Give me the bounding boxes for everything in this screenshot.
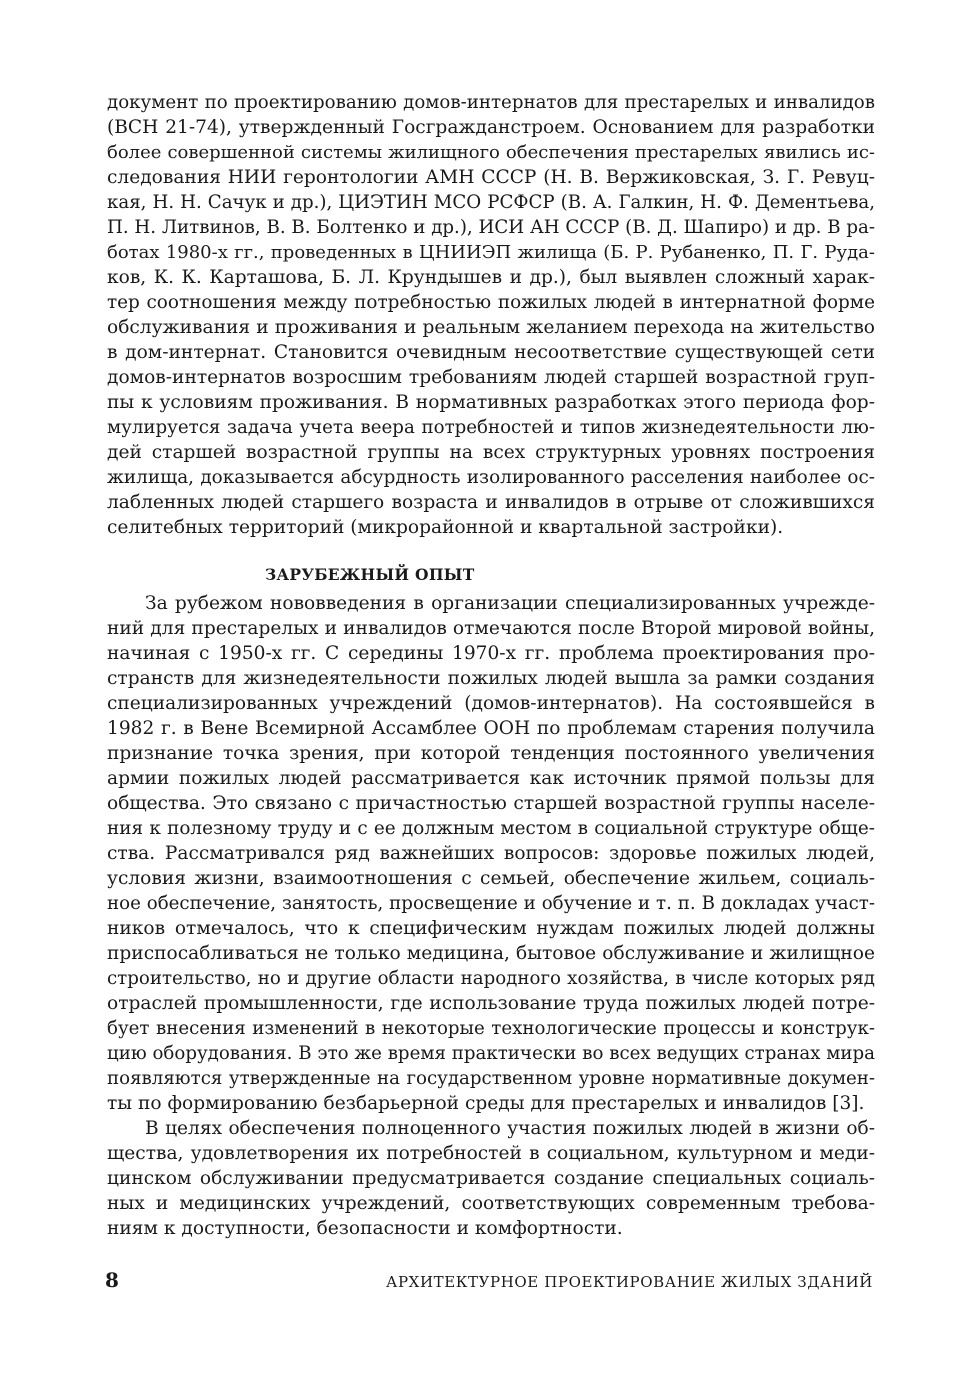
text-line: ных и медицинских учреждений, соответствующих современным требова- xyxy=(107,1193,875,1214)
text-line: ниям к доступности, безопасности и комфортности. xyxy=(107,1218,623,1239)
text-line: тер соотношения между потребностью пожилых людей в интернатной форме xyxy=(107,292,875,313)
text-line: общества. Это связано с причастностью старшей возрастной группы населе- xyxy=(107,793,875,814)
text-line: селитебных территорий (микрорайонной и квартальной застройки). xyxy=(107,517,784,538)
text-line: странств для жизнедеятельности пожилых людей вышла за рамки создания xyxy=(107,668,875,689)
text-line: документ по проектированию домов-интернатов для престарелых и инвалидов xyxy=(107,92,875,113)
text-line: жилища, доказывается абсурдность изолированного расселения наиболее ос- xyxy=(107,467,875,488)
text-line: приспосабливаться не только медицина, бытовое обслуживание и жилищное xyxy=(107,943,875,964)
text-line: домов-интернатов возросшим требованиям людей старшей возрастной груп- xyxy=(107,367,875,388)
text-line: ства. Рассматривался ряд важнейших вопросов: здоровье пожилых людей, xyxy=(107,843,875,864)
paragraph-conclusion xyxy=(107,1116,875,1241)
paragraph-foreign-experience xyxy=(107,591,875,1116)
text-line: кая, Н. Н. Сачук и др.), ЦИЭТИН МСО РСФСР (В. А. Галкин, Н. Ф. Дементьева, xyxy=(107,192,875,213)
text-line: бует внесения изменений в некоторые технологические процессы и конструк- xyxy=(107,1018,875,1039)
text-line: ты по формированию безбарьерной среды для престарелых и инвалидов [3]. xyxy=(107,1093,865,1114)
text-line: следования НИИ геронтологии АМН СССР (Н. В. Вержиковская, З. Г. Ревуц- xyxy=(107,167,875,188)
text-line: В целях обеспечения полноценного участия пожилых людей в жизни об- xyxy=(145,1118,875,1139)
text-line: отраслей промышленности, где использование труда пожилых людей потре- xyxy=(107,993,875,1014)
paragraph-intro xyxy=(107,90,875,540)
running-title: АРХИТЕКТУРНОЕ ПРОЕКТИРОВАНИЕ ЖИЛЫХ ЗДАНИЙ xyxy=(386,1273,873,1291)
text-line: мулируется задача учета веера потребностей и типов жизнедеятельности лю- xyxy=(107,417,875,438)
text-line: начиная с 1950-х гг. С середины 1970-х гг. проблема проектирования про- xyxy=(107,643,875,664)
text-line: специализированных учреждений (домов-интернатов). На состоявшейся в xyxy=(107,693,875,714)
text-line: цинском обслуживании предусматривается создание специальных социаль- xyxy=(107,1168,875,1189)
page-number: 8 xyxy=(105,1268,119,1292)
text-line: армии пожилых людей рассматривается как источник прямой пользы для xyxy=(107,768,875,789)
text-line: За рубежом нововведения в организации специализированных учрежде- xyxy=(145,593,875,614)
text-line: цию оборудования. В это же время практически во всех ведущих странах мира xyxy=(107,1043,875,1064)
text-line: ботах 1980-х гг., проведенных в ЦНИИЭП жилища (Б. Р. Рубаненко, П. Г. Руда- xyxy=(107,242,875,263)
section-heading: ЗАРУБЕЖНЫЙ ОПЫТ xyxy=(265,565,475,584)
text-line: П. Н. Литвинов, В. В. Болтенко и др.), ИСИ АН СССР (В. Д. Шапиро) и др. В ра- xyxy=(107,217,875,238)
text-line: в дом-интернат. Становится очевидным несоответствие существующей сети xyxy=(107,342,875,363)
text-line: условия жизни, взаимоотношения с семьей, обеспечение жильем, социаль- xyxy=(107,868,875,889)
text-line: лабленных людей старшего возраста и инвалидов в отрыве от сложившихся xyxy=(107,492,875,513)
text-line: ное обеспечение, занятость, просвещение и обучение и т. п. В докладах участ- xyxy=(107,893,875,914)
text-line: ков, К. К. Карташова, Б. Л. Крундышев и др.), был выявлен сложный харак- xyxy=(107,267,875,288)
text-line: более совершенной системы жилищного обеспечения престарелых явились ис- xyxy=(107,142,875,163)
text-line: ний для престарелых и инвалидов отмечаются после Второй мировой войны, xyxy=(107,618,875,639)
text-line: ния к полезному труду и с ее должным местом в социальной структуре обще- xyxy=(107,818,875,839)
text-line: (ВСН 21-74), утвержденный Госгражданстроем. Основанием для разработки xyxy=(107,117,875,138)
text-line: обслуживания и проживания и реальным желанием перехода на жительство xyxy=(107,317,875,338)
text-line: пы к условиям проживания. В нормативных разработках этого периода фор- xyxy=(107,392,875,413)
text-line: появляются утвержденные на государственном уровне нормативные докумен- xyxy=(107,1068,875,1089)
text-line: ников отмечалось, что к специфическим нуждам пожилых людей должны xyxy=(107,918,875,939)
text-line: признание точка зрения, при которой тенденция постоянного увеличения xyxy=(107,743,875,764)
text-line: щества, удовлетворения их потребностей в социальном, культурном и меди- xyxy=(107,1143,875,1164)
text-line: дей старшей возрастной группы на всех структурных уровнях построения xyxy=(107,442,875,463)
text-line: строительство, но и другие области народного хозяйства, в числе которых ряд xyxy=(107,968,875,989)
text-line: 1982 г. в Вене Всемирной Ассамблее ООН по проблемам старения получила xyxy=(107,718,875,739)
